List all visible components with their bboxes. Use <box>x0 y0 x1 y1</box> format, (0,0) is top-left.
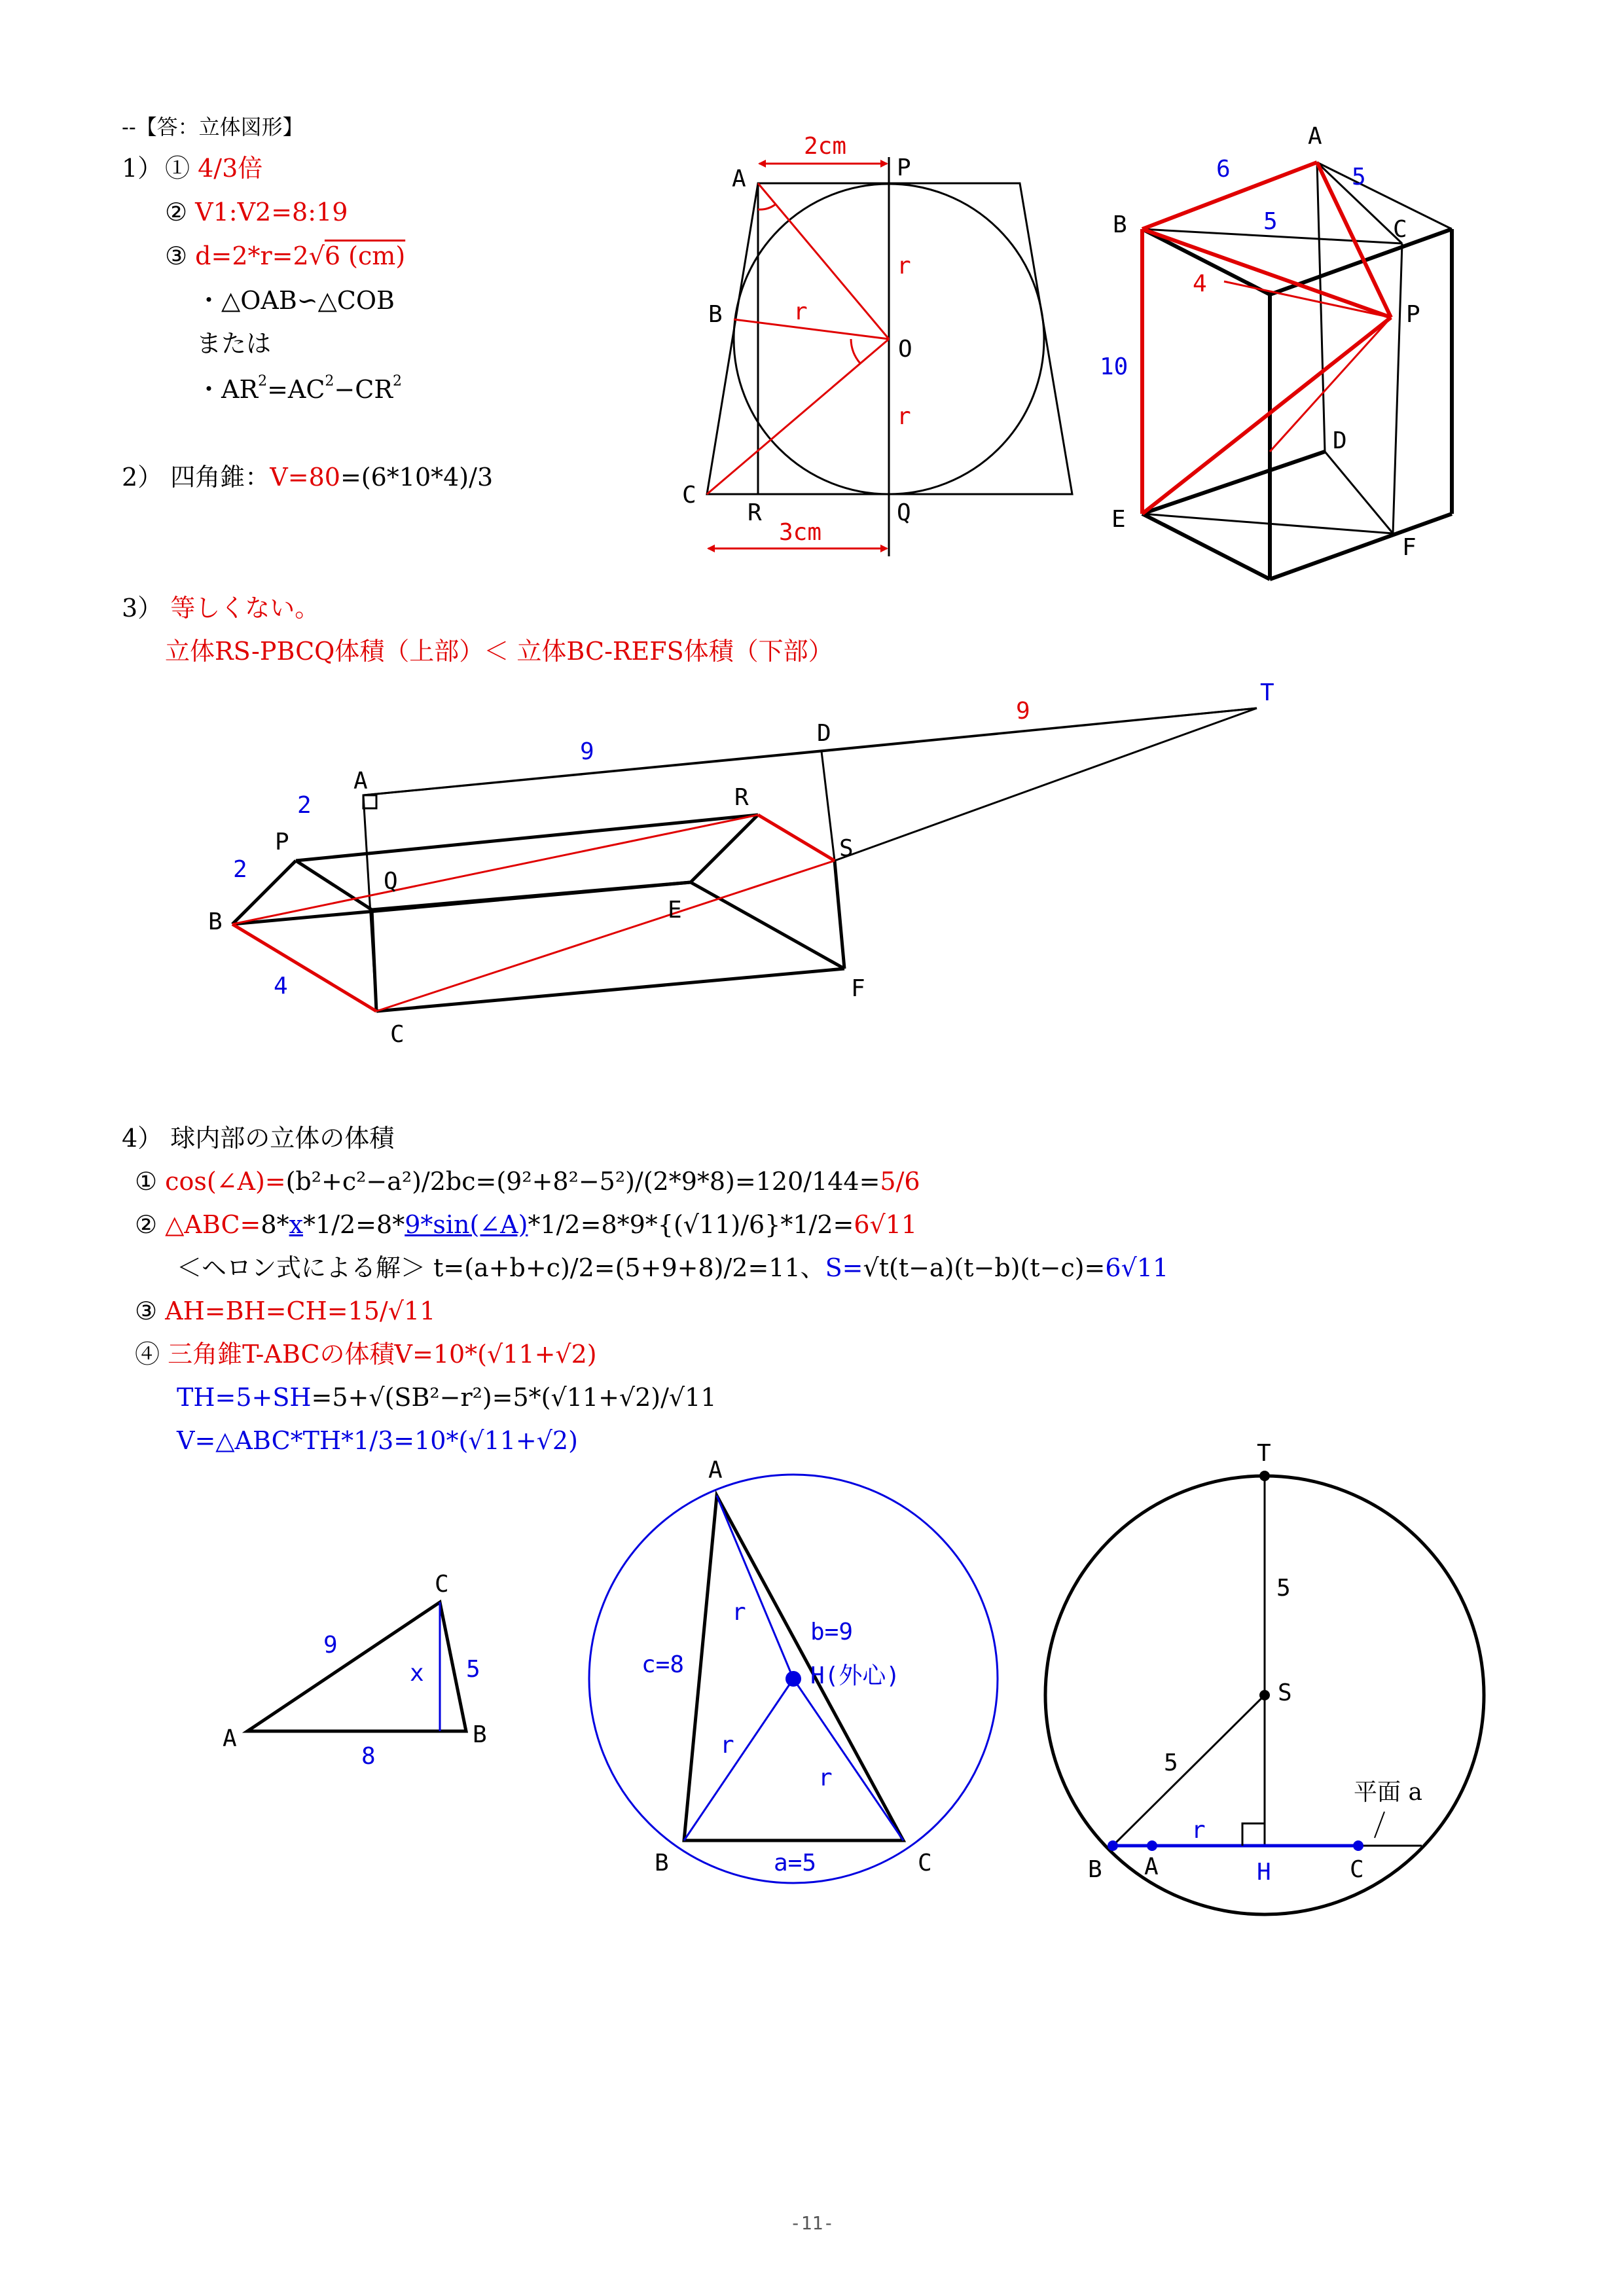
q3-detail: 立体RS-PBCQ体積（上部）＜ 立体BC-REFS体積（下部） <box>165 637 833 666</box>
fig1-label-P: P <box>897 154 911 181</box>
fig3-label-2b: 2 <box>233 856 247 883</box>
fig3-BE <box>232 882 691 924</box>
q1-note3-c: −CR <box>334 375 393 404</box>
fig6-plane-pointer <box>1375 1812 1384 1838</box>
fig3-figure <box>232 708 1257 1011</box>
fig1-label-C: C <box>682 482 696 509</box>
fig5-circumcircle <box>589 1475 998 1883</box>
fig2-label-A: A <box>1308 123 1322 150</box>
fig5-label-b: b=9 <box>810 1619 854 1645</box>
fig2-AD <box>1317 162 1325 452</box>
fig3-label-R: R <box>734 784 749 811</box>
q4-l2-c: x <box>289 1210 304 1239</box>
fig5-label-c: c=8 <box>641 1651 685 1678</box>
fig6-right-angle <box>1242 1823 1265 1846</box>
fig1-CO <box>707 339 889 494</box>
q4-l2b-a: ＜ヘロン式による解＞ t=(a+b+c)/2=(5+9+8)/2=11、 <box>177 1253 825 1282</box>
fig1-angle-A <box>758 204 776 209</box>
fig4-label-C: C <box>435 1571 449 1598</box>
q4-l1-b: (b²+c²−a²)/2bc=(9²+8²−5²)/(2*9*8)=120/144= <box>285 1167 880 1196</box>
fig2-EF <box>1142 514 1393 533</box>
page-number: -11- <box>789 2212 835 2234</box>
fig3-label-9b: 9 <box>1016 698 1030 725</box>
fig3-label-F: F <box>851 975 865 1002</box>
fig2-label-D: D <box>1333 427 1347 454</box>
fig1-label-r2: r <box>897 253 911 279</box>
q1-item1-text: 4/3倍 <box>198 154 263 183</box>
fig6-sphere <box>1045 1471 1484 1914</box>
fig1-AO <box>758 183 889 339</box>
fig3-DS <box>821 751 835 861</box>
fig5-HC <box>793 1679 903 1840</box>
q4-l5-b: =5+√(SB²−r²)=5*(√11+√2)/√11 <box>311 1383 717 1412</box>
fig4-label-B: B <box>473 1721 487 1748</box>
fig2-label-F: F <box>1402 534 1416 561</box>
fig3-label-C: C <box>390 1021 405 1048</box>
fig2-label-10: 10 <box>1100 353 1128 380</box>
q4-l2-f: *1/2=8*9*{(√11)/6}*1/2= <box>528 1210 854 1239</box>
q3-num: 3） <box>122 594 163 622</box>
sq1: 2 <box>258 373 268 389</box>
fig3-QC <box>372 910 376 1011</box>
fig5-label-C: C <box>918 1850 932 1876</box>
q1-note3-b: =AC <box>267 375 325 404</box>
q4-title-text: 球内部の立体の体積 <box>170 1124 395 1153</box>
fig2-CF <box>1393 243 1402 533</box>
fig3-label-S: S <box>839 835 854 862</box>
q3-answer: 等しくない。 <box>170 594 320 622</box>
q4-l2b-d: 6√11 <box>1105 1253 1169 1282</box>
fig3-label-P: P <box>275 829 289 855</box>
q2-label: 四角錐： <box>170 463 270 492</box>
q4-l2-e: 9*sin(∠A) <box>405 1210 528 1239</box>
fig6-label-r: r <box>1191 1817 1206 1844</box>
fig4-label-9: 9 <box>323 1632 338 1659</box>
q4-l2b-c: √t(t−a)(t−b)(t−c)= <box>863 1253 1106 1282</box>
fig6-label-H: H <box>1257 1859 1271 1886</box>
q2-vol: V=80 <box>270 463 340 492</box>
q1-num: 1） <box>122 154 163 183</box>
q4-l4-mark: ④ <box>135 1340 160 1369</box>
fig1-angle-O <box>851 339 860 363</box>
fig2-label-5b: 5 <box>1263 208 1278 235</box>
fig3-BC <box>232 924 376 1011</box>
fig5-HB <box>684 1679 793 1840</box>
fig6-label-T: T <box>1257 1440 1271 1467</box>
sq3: 2 <box>392 373 402 389</box>
q4-l5-a: TH=5+SH <box>177 1383 312 1412</box>
fig3-label-E: E <box>668 897 682 924</box>
q1-item1-mark: ① <box>165 154 190 183</box>
fig5-HA <box>717 1496 793 1679</box>
fig3-CF <box>376 969 844 1011</box>
q4-l2-a: △ABC= <box>165 1210 261 1239</box>
fig1-label-R: R <box>748 499 762 526</box>
fig3-ST <box>835 708 1257 861</box>
q1-item3-text-post: 6 (cm) <box>324 242 406 270</box>
fig2-label-6: 6 <box>1216 156 1231 183</box>
q4-l1-mark: ① <box>135 1167 158 1196</box>
fig6-labels <box>1088 1440 1422 1886</box>
fig6-label-C: C <box>1350 1856 1364 1883</box>
fig6-dot-A <box>1147 1840 1157 1851</box>
fig2-AC <box>1317 162 1452 229</box>
fig4-outline <box>247 1602 466 1731</box>
q4-l2-mark: ② <box>135 1210 158 1239</box>
q1-note1: ・△OAB∽△COB <box>196 286 395 315</box>
fig5-label-r3: r <box>818 1765 833 1791</box>
fig3-ER <box>691 815 758 882</box>
fig6-dot-C <box>1353 1840 1363 1851</box>
q1-item2-mark: ② <box>165 198 188 226</box>
fig5-center-dot <box>785 1671 801 1687</box>
q2-num: 2） <box>122 463 163 492</box>
fig2-label-B: B <box>1113 211 1127 238</box>
fig1-label-B: B <box>708 301 723 328</box>
q4-l3-mark: ③ <box>135 1297 158 1325</box>
q4-l2-g: 6√11 <box>854 1210 918 1239</box>
fig1-labels <box>682 133 912 546</box>
fig6-label-A: A <box>1144 1854 1159 1880</box>
fig4-label-A: A <box>223 1725 237 1752</box>
fig3-CS <box>376 861 835 1011</box>
fig5-label-r1: r <box>732 1599 746 1626</box>
fig3-label-2a: 2 <box>297 792 312 819</box>
q1-note3-a: ・AR <box>196 375 259 404</box>
q4-l1-c: 5/6 <box>880 1167 920 1196</box>
q4-l4-text: 三角錐T-ABCの体積V=10*(√11+√2) <box>168 1340 597 1369</box>
fig2-bottom-front <box>1270 514 1452 579</box>
fig4-label-5: 5 <box>466 1656 480 1683</box>
fig6-label-plane: 平面 a <box>1354 1779 1422 1806</box>
fig2-label-C: C <box>1393 216 1407 243</box>
fig1-label-A: A <box>732 166 746 192</box>
fig6-dot-B <box>1108 1840 1118 1851</box>
fig3-RS <box>758 815 835 861</box>
sq2: 2 <box>325 373 334 389</box>
fig2-ED <box>1142 452 1325 514</box>
fig6-label-5a: 5 <box>1276 1575 1291 1602</box>
fig4-label-8: 8 <box>361 1743 376 1770</box>
fig1-label-r3: r <box>897 403 911 430</box>
fig1-label-r1: r <box>793 298 808 325</box>
fig2-EP <box>1142 317 1391 514</box>
q4-num: 4） <box>122 1124 163 1153</box>
fig6-label-S: S <box>1278 1679 1292 1706</box>
fig2-label-4: 4 <box>1193 270 1207 297</box>
fig3-label-9a: 9 <box>580 738 594 765</box>
fig6-label-5b: 5 <box>1164 1749 1178 1776</box>
q4-l6: V=△ABC*TH*1/3=10*(√11+√2) <box>177 1426 578 1455</box>
fig6-dot-S <box>1259 1690 1270 1700</box>
fig1-label-O: O <box>898 336 912 363</box>
fig1-label-3cm: 3cm <box>779 519 822 546</box>
fig1-label-Q: Q <box>897 499 911 526</box>
fig2-P-mid <box>1270 317 1391 452</box>
q4-l1-a: cos(∠A)= <box>165 1167 286 1196</box>
fig3-label-Q: Q <box>384 868 398 895</box>
fig1-cone-section <box>707 157 1072 556</box>
fig2-DF <box>1325 452 1393 533</box>
fig1-label-2cm: 2cm <box>804 133 847 160</box>
fig3-label-B: B <box>208 908 223 935</box>
q4-l2-d: *1/2=8* <box>303 1210 405 1239</box>
fig4-label-x: x <box>410 1660 424 1687</box>
fig3-label-D: D <box>817 720 831 747</box>
fig3-EF <box>691 882 844 969</box>
q4-l2-b: 8* <box>261 1210 289 1239</box>
fig5-label-a: a=5 <box>774 1850 817 1876</box>
fig5-label-r2: r <box>720 1732 734 1759</box>
fig3-right-angle <box>363 795 376 808</box>
fig5-label-B: B <box>655 1850 669 1876</box>
fig5-label-A: A <box>708 1457 723 1484</box>
fig3-DT <box>821 708 1257 751</box>
fig3-label-4: 4 <box>274 973 288 999</box>
q1-note2: または <box>196 329 272 358</box>
fig6-dot-T <box>1259 1471 1270 1481</box>
fig3-label-T: T <box>1260 679 1274 706</box>
fig3-SF <box>835 861 844 969</box>
q1-item3-text-pre: d=2*r=2√ <box>195 242 325 270</box>
fig4-labels <box>223 1571 487 1770</box>
q1-item3-mark: ③ <box>165 242 188 270</box>
q4-l3-text: AH=BH=CH=15/√11 <box>165 1297 436 1325</box>
fig2-label-5a: 5 <box>1352 164 1366 190</box>
fig4-triangle <box>247 1602 466 1731</box>
fig2-EE <box>1142 514 1270 579</box>
fig5-label-H: H(外心) <box>810 1662 901 1689</box>
fig2-label-P: P <box>1406 301 1420 328</box>
fig2-label-E: E <box>1111 506 1126 533</box>
fig3-label-A: A <box>353 768 368 795</box>
header: --【答：立体図形】 <box>122 115 304 139</box>
q4-l2b-b: S= <box>825 1253 863 1282</box>
fig6-label-B: B <box>1088 1856 1102 1883</box>
q2-formula: =(6*10*4)/3 <box>340 463 494 492</box>
q1-item2-text: V1:V2=8:19 <box>195 198 348 226</box>
